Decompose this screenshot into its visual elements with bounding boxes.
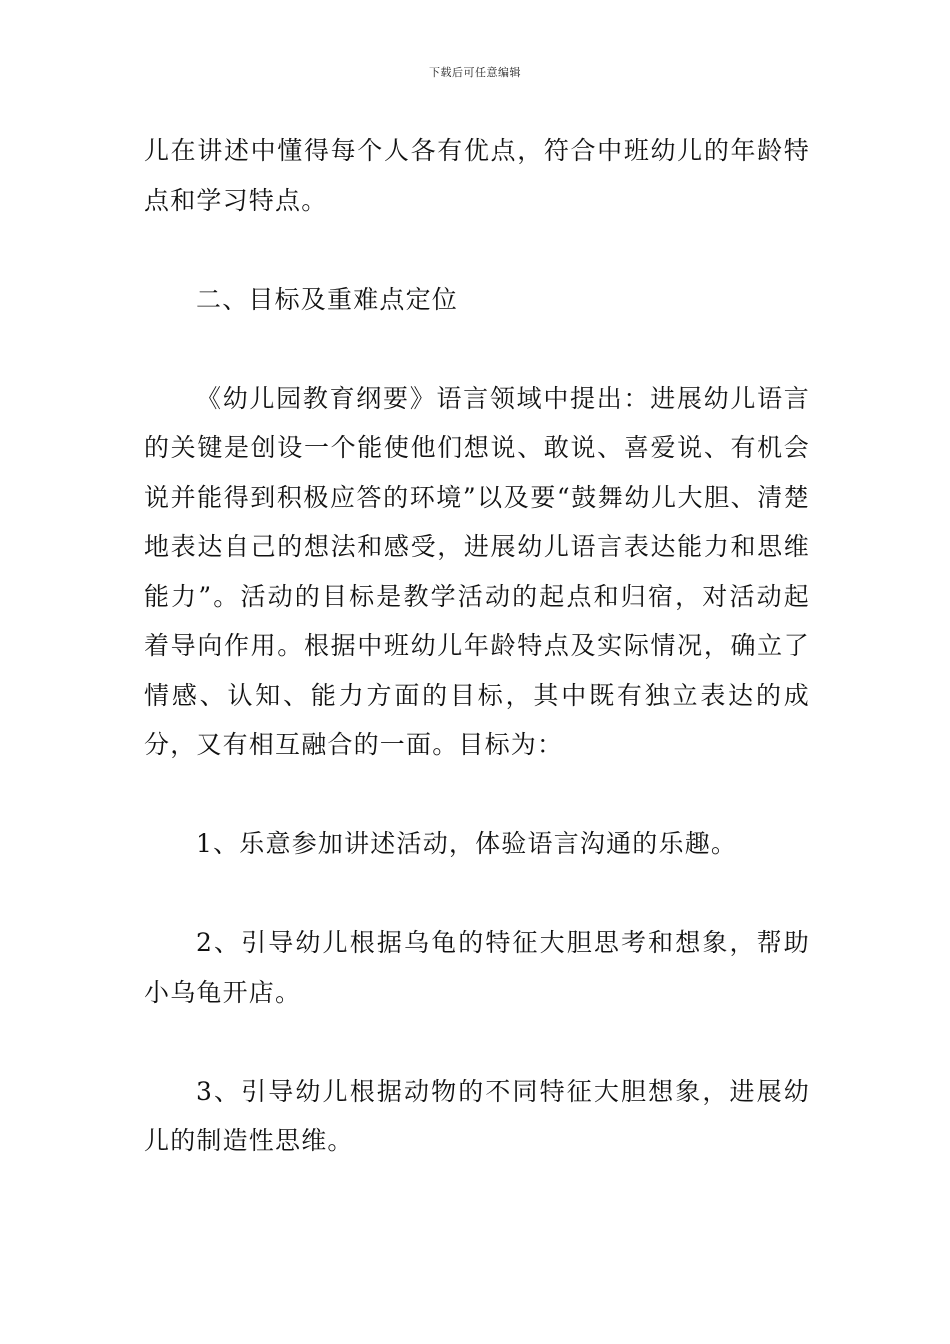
paragraph-gap (144, 1017, 810, 1067)
paragraph-gap (144, 225, 810, 275)
goal-item-3: 3、引导幼儿根据动物的不同特征大胆想象，进展幼儿的制造性思维。 (144, 1076, 810, 1155)
paragraph-outline-quote: 《幼儿园教育纲要》语言领域中提出：进展幼儿语言的关键是创设一个能使他们想说、敢说、喜爱说、有机会说并能得到积极应答的环境”以及要“鼓舞幼儿大胆、清楚地表达自己的想法和感受，进展幼儿语言表达能力和思维能力”。活动的目标是教学活动的起点和归宿，对活动起着导向作用。根据中班幼儿年龄特点及实际情况，确立了情感、认知、能力方面的目标，其中既有独立表达的成分，又有相互融合的一面。目标为： (144, 383, 810, 759)
paragraph-continuation: 儿在讲述中懂得每个人各有优点，符合中班幼儿的年龄特点和学习特点。 (144, 136, 810, 215)
goal-item-1: 1、乐意参加讲述活动，体验语言沟通的乐趣。 (196, 829, 738, 858)
page-header: 下载后可任意编辑 (429, 66, 521, 79)
section-heading: 二、目标及重难点定位 (196, 284, 459, 314)
paragraph-gap (144, 324, 810, 374)
paragraph-gap (144, 770, 810, 820)
paragraph-gap (144, 869, 810, 919)
document-body (144, 126, 810, 1166)
goal-item-2: 2、引导幼儿根据乌龟的特征大胆思考和想象，帮助小乌龟开店。 (144, 928, 810, 1007)
